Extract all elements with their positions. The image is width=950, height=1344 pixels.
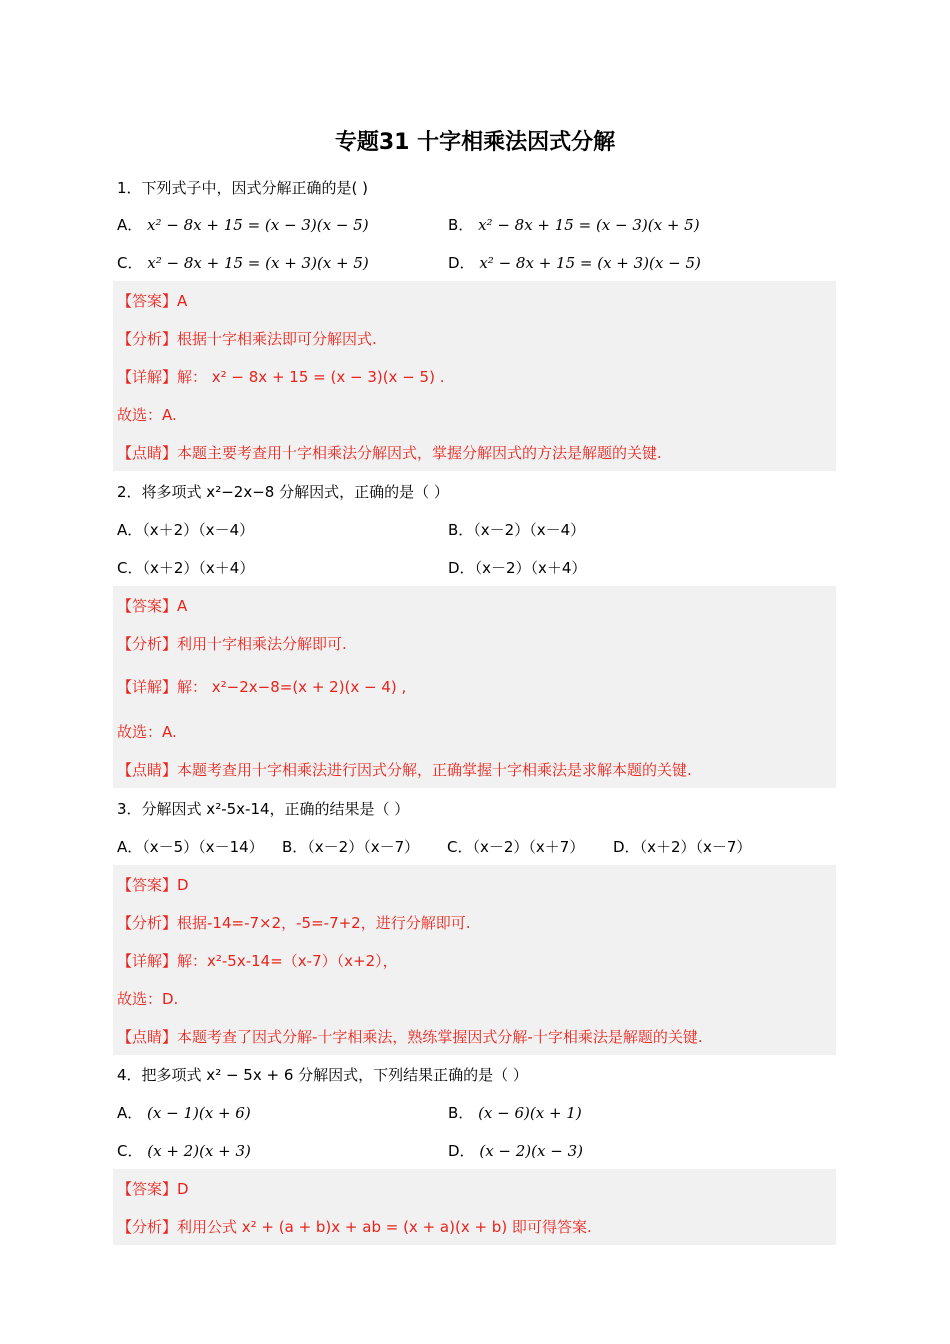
question-4-option-d: D． (x − 2)(x − 3) xyxy=(448,1142,583,1160)
question-1-stem: 1．下列式子中，因式分解正确的是( ) xyxy=(117,179,369,197)
comment-3: 【点睛】本题考查了因式分解-十字相乘法，熟练掌握因式分解-十字相乘法是解题的关键. xyxy=(117,1028,703,1046)
page-title: 专题31 十字相乘法因式分解 xyxy=(334,130,616,155)
question-1-option-d: D． x² − 8x + 15 = (x + 3)(x − 5) xyxy=(448,254,701,272)
answer-2: 【答案】A xyxy=(117,597,188,615)
question-4-option-a: A． (x − 1)(x + 6) xyxy=(117,1104,251,1122)
answer-1: 【答案】A xyxy=(117,292,188,310)
question-2-option-d: D．（x－2）（x＋4） xyxy=(448,559,587,577)
question-1-option-a: A． x² − 8x + 15 = (x − 3)(x − 5) xyxy=(117,216,369,234)
question-2-option-b: B．（x－2）（x－4） xyxy=(448,521,586,539)
question-4-option-c: C． (x + 2)(x + 3) xyxy=(117,1142,251,1160)
question-1-option-c: C． x² − 8x + 15 = (x + 3)(x + 5) xyxy=(117,254,369,272)
question-1-option-b: B． x² − 8x + 15 = (x − 3)(x + 5) xyxy=(448,216,700,234)
choose-2: 故选：A. xyxy=(117,723,177,741)
answer-4: 【答案】D xyxy=(117,1180,189,1198)
analysis-3: 【分析】根据-14=-7×2，-5=-7+2，进行分解即可. xyxy=(117,914,471,932)
detail-2: 【详解】解： x²−2x−8=(x + 2)(x − 4) , xyxy=(117,678,407,696)
analysis-4: 【分析】利用公式 x² + (a + b)x + ab = (x + a)(x + b) 即可得答案. xyxy=(117,1218,592,1236)
question-3-option-c: C．（x－2）（x＋7） xyxy=(447,838,585,856)
answer-3: 【答案】D xyxy=(117,876,189,894)
analysis-2: 【分析】利用十字相乘法分解即可. xyxy=(117,635,347,653)
choose-3: 故选：D. xyxy=(117,990,179,1008)
choose-1: 故选：A. xyxy=(117,406,177,424)
question-2-option-a: A．（x＋2）（x－4） xyxy=(117,521,255,539)
comment-2: 【点睛】本题考查用十字相乘法进行因式分解，正确掌握十字相乘法是求解本题的关键. xyxy=(117,761,692,779)
question-3-option-d: D．（x＋2）（x－7） xyxy=(613,838,752,856)
question-4-option-b: B． (x − 6)(x + 1) xyxy=(448,1104,582,1122)
question-2-stem: 2．将多项式 x²−2x−8 分解因式，正确的是（ ） xyxy=(117,483,449,501)
comment-1: 【点睛】本题主要考查用十字相乘法分解因式，掌握分解因式的方法是解题的关键. xyxy=(117,444,662,462)
question-3-option-b: B．（x－2）（x－7） xyxy=(282,838,420,856)
analysis-1: 【分析】根据十字相乘法即可分解因式. xyxy=(117,330,377,348)
detail-3: 【详解】解：x²-5x-14=（x-7）（x+2）， xyxy=(117,952,398,970)
detail-1: 【详解】解： x² − 8x + 15 = (x − 3)(x − 5) . xyxy=(117,368,445,386)
question-4-stem: 4．把多项式 x² − 5x + 6 分解因式，下列结果正确的是（ ） xyxy=(117,1066,528,1084)
question-2-option-c: C．（x＋2）（x＋4） xyxy=(117,559,255,577)
question-3-stem: 3．分解因式 x²-5x-14，正确的结果是（ ） xyxy=(117,800,410,818)
question-3-option-a: A．（x－5）（x－14） xyxy=(117,838,264,856)
